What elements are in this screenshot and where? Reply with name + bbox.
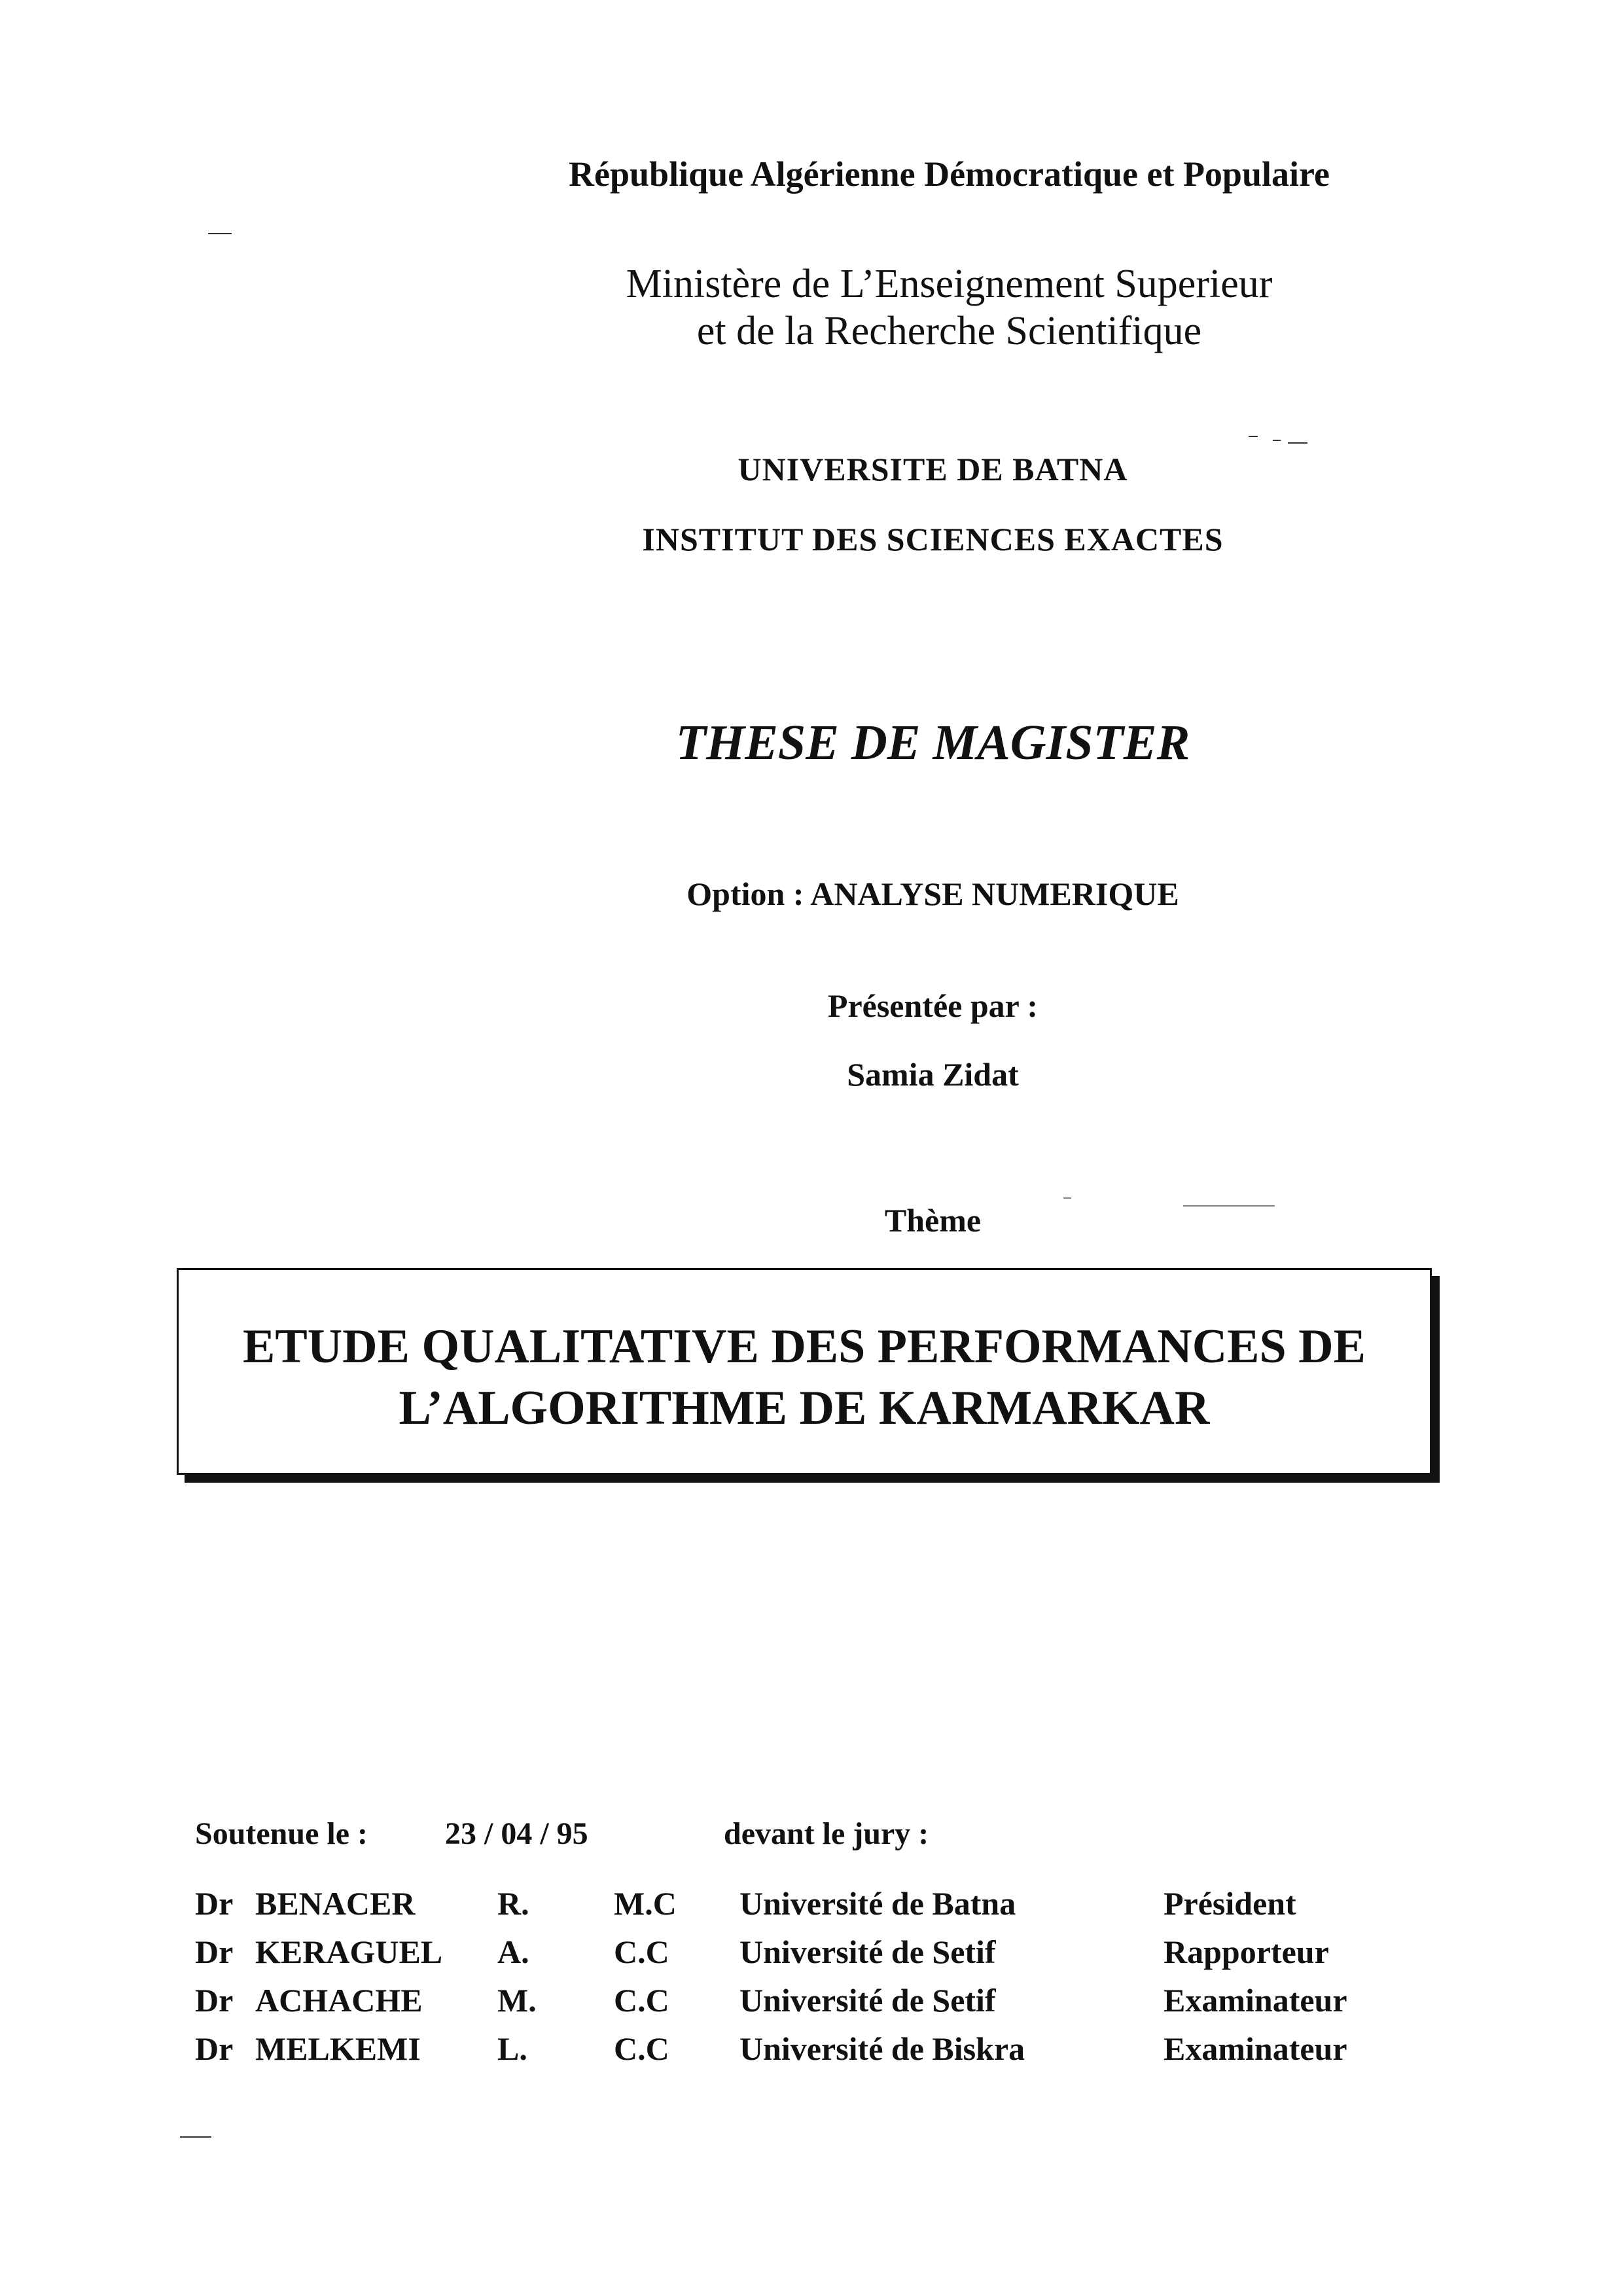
thesis-title <box>179 1316 1430 1439</box>
ministry-line-1: Ministère de L’Enseignement Superieur <box>626 262 1273 306</box>
jury-title: Dr <box>195 1982 234 2019</box>
jury-grade: M.C <box>614 1885 677 1922</box>
thesis-title-box <box>177 1268 1432 1475</box>
scan-mark <box>1273 440 1281 441</box>
jury-label: devant le jury : <box>724 1816 929 1851</box>
jury-university: Université de Batna <box>739 1885 1016 1922</box>
jury-role: Président <box>1164 1885 1296 1922</box>
institute-name: INSTITUT DES SCIENCES EXACTES <box>642 521 1224 557</box>
jury-role: Examinateur <box>1164 1982 1347 2019</box>
defense-info <box>195 1816 929 1852</box>
ministry-heading <box>141 260 1617 355</box>
jury-initial: M. <box>497 1982 537 2019</box>
university-name: UNIVERSITE DE BATNA <box>737 451 1128 487</box>
thesis-title-line-1: ETUDE QUALITATIVE DES PERFORMANCES DE <box>243 1320 1366 1373</box>
thesis-type: THESE DE MAGISTER <box>675 715 1190 770</box>
defense-label: Soutenue le : <box>195 1816 368 1851</box>
thesis-title-line-2: L’ALGORITHME DE KARMARKAR <box>399 1381 1210 1435</box>
thesis-option: Option : ANALYSE NUMERIQUE <box>686 875 1179 912</box>
author-name: Samia Zidat <box>847 1056 1019 1093</box>
jury-grade: C.C <box>614 1934 669 1970</box>
ministry-line-2: et de la Recherche Scientifique <box>696 309 1202 353</box>
jury-university: Université de Setif <box>739 1934 996 1970</box>
scan-mark <box>180 2136 211 2138</box>
jury-initial: L. <box>497 2030 527 2067</box>
defense-date: 23 / 04 / 95 <box>445 1816 588 1851</box>
jury-role: Examinateur <box>1164 2030 1347 2067</box>
jury-name: BENACER <box>255 1885 416 1922</box>
republic-heading: République Algérienne Démocratique et Populaire <box>569 154 1330 194</box>
jury-university: Université de Biskra <box>739 2030 1025 2067</box>
jury-name: ACHACHE <box>255 1982 423 2019</box>
jury-university: Université de Setif <box>739 1982 996 2019</box>
jury-name: KERAGUEL <box>255 1934 443 1970</box>
presented-by-label: Présentée par : <box>827 987 1039 1024</box>
theme-label: Thème <box>884 1202 982 1239</box>
jury-initial: A. <box>497 1934 529 1970</box>
scan-mark <box>1288 442 1307 444</box>
scan-mark <box>208 233 232 234</box>
jury-role: Rapporteur <box>1164 1934 1329 1970</box>
jury-title: Dr <box>195 2030 234 2067</box>
jury-title: Dr <box>195 1885 234 1922</box>
scan-mark <box>1183 1205 1275 1207</box>
jury-grade: C.C <box>614 2030 669 2067</box>
scan-mark <box>1063 1197 1071 1199</box>
jury-grade: C.C <box>614 1982 669 2019</box>
jury-name: MELKEMI <box>255 2030 421 2067</box>
jury-title: Dr <box>195 1934 234 1970</box>
jury-initial: R. <box>497 1885 529 1922</box>
scan-mark <box>1249 436 1258 437</box>
